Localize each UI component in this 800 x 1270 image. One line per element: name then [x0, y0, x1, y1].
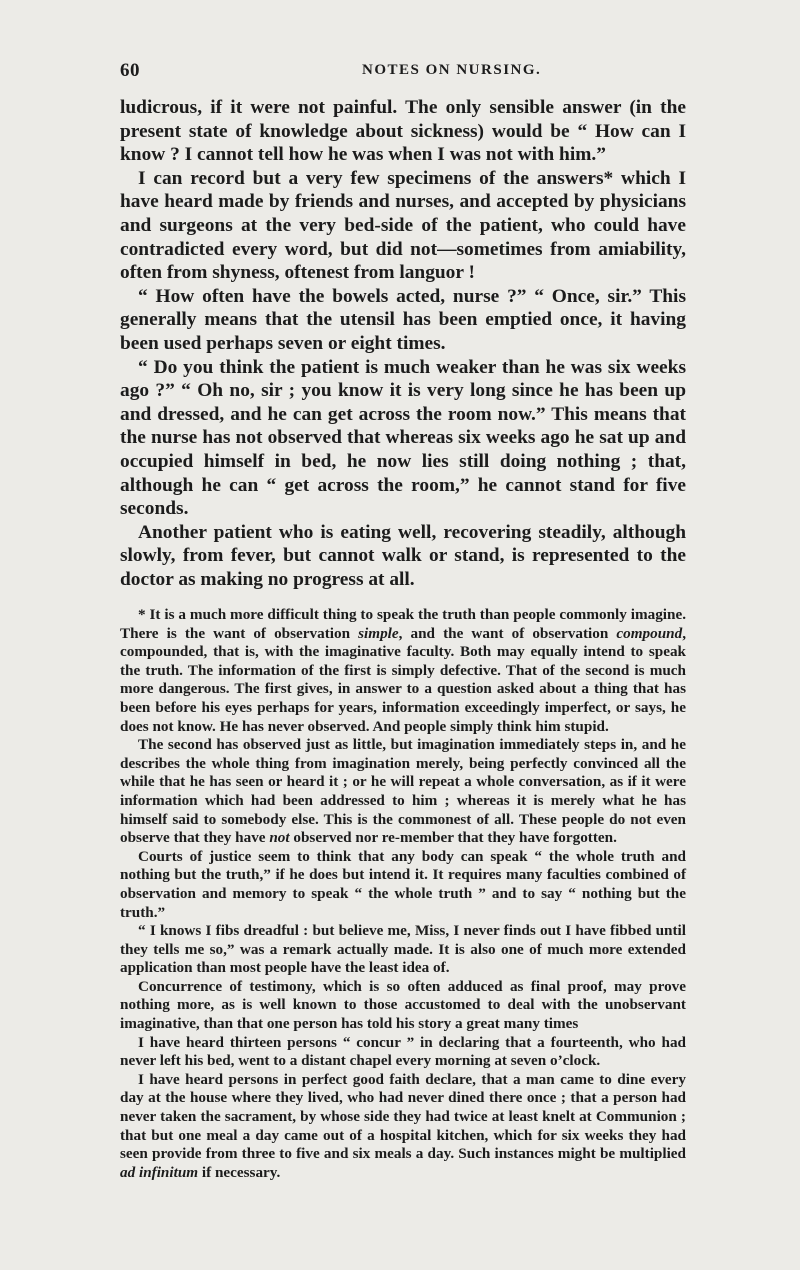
- footnote-paragraph: [120, 736, 686, 848]
- paragraph: “ Do you think the patient is much weaker than he was six weeks ago ?” “ Oh no, sir ; you know it is very long since he has been up and dressed, and he can get across the room now.” This means that the nurse has not observed that whereas six weeks ago he sat up and occupied himself in bed, he now lies still doing nothing ; that, although he can “ get across the room,” he cannot stand for five seconds.: [120, 356, 686, 520]
- footnote-paragraph: [120, 1071, 686, 1183]
- footnote-text: * It is a much more difficult thing to speak the truth than people commonly imagine. There is the want of observation: [120, 606, 686, 642]
- main-text: [120, 96, 686, 591]
- page-number: 60: [120, 60, 140, 81]
- footnote-text: I have heard persons in perfect good faith declare, that a man came to dine every day at the house where they lived, who had never dined there once ; that a person had never taken the sacrament, by whose side they had twice at least knelt at Communion ; that but one meal a day came out of a hospital kitchen, which for six weeks they had seen provide from three to five and six meals a day. Such instances might be multiplied: [120, 1070, 686, 1163]
- footnote-emphasis: not: [269, 829, 290, 847]
- footnote-paragraph: I have heard thirteen persons “ concur ” in declaring that a fourteenth, who had never left his bed, went to a distant chapel every morning at seven o’clock.: [120, 1033, 686, 1070]
- footnote-paragraph: Courts of justice seem to think that any body can speak “ the whole truth and nothing but the truth,” if he does but intend it. It requires many faculties combined of observation and memory to speak “ the whole truth ” and to say “ nothing but the truth.”: [120, 847, 686, 921]
- footnote-emphasis: simple: [358, 624, 399, 642]
- footnote-text: if necessary.: [198, 1163, 281, 1181]
- footnote-text: The second has observed just as little, but imagination immediately steps in, and he describes the whole thing from imagination merely, being perfectly convinced all the while that he has seen or heard it ; or he will repeat a whole conversation, as if it were information which had been addressed to him ; whereas it is merely what he has himself said to somebody else. This is the commonest of all. These people do not even observe that they have: [120, 736, 686, 847]
- paragraph: Another patient who is eating well, recovering steadily, although slowly, from fever, but cannot walk or stand, is represented to the doctor as making no progress at all.: [120, 521, 686, 590]
- footnote-text: observed nor re-member that they have forgotten.: [289, 829, 617, 847]
- footnote-text: , compounded, that is, with the imaginative faculty. Both may equally intend to speak the truth. The information of the first is simply defective. That of the second is much more dangerous. The first gives, in answer to a question asked about a thing that has been before his eyes perhaps for years, information exceedingly imperfect, or says, he does not know. He has never observed. And people simply think him stupid.: [120, 624, 686, 735]
- footnote-paragraph: “ I knows I fibs dreadful : but believe me, Miss, I never finds out I have fibbed until they tells me so,” was a remark actually made. It is also one of much more extended application than most people have the least idea of.: [120, 922, 686, 977]
- running-head: NOTES ON NURSING.: [362, 62, 542, 78]
- footnote-paragraph: [120, 606, 686, 736]
- footnote-emphasis: compound: [616, 624, 683, 642]
- paragraph: I can record but a very few specimens of the answers* which I have heard made by friends and nurses, and accepted by physicians and surgeons at the very bed-side of the patient, who could have contradicted every word, but did not—sometimes from amiability, often from shyness, oftenest from languor !: [120, 167, 686, 284]
- footnote: [120, 606, 686, 1182]
- paragraph: “ How often have the bowels acted, nurse ?” “ Once, sir.” This generally means that the utensil has been emptied once, it having been used perhaps seven or eight times.: [120, 285, 686, 354]
- paragraph: ludicrous, if it were not painful. The only sensible answer (in the present state of knowledge about sickness) would be “ How can I know ? I cannot tell how he was when I was not with him.”: [120, 97, 686, 166]
- footnote-emphasis: ad infinitum: [120, 1163, 199, 1181]
- footnote-text: , and the want of observation: [398, 624, 617, 642]
- footnote-paragraph: Concurrence of testimony, which is so often adduced as final proof, may prove nothing more, as is well known to those accustomed to deal with the unobservant imaginative, than that one person has told his story a great many times: [120, 977, 686, 1033]
- page-header: [120, 60, 680, 84]
